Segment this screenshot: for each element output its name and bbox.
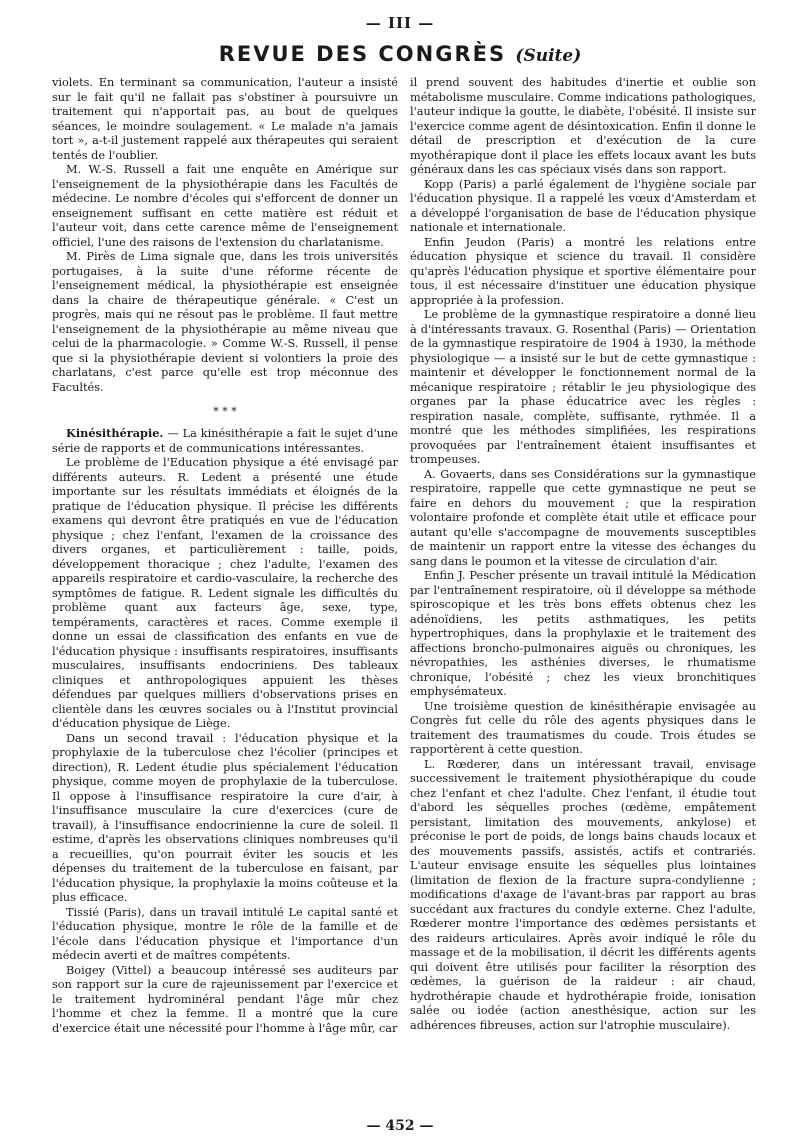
page-header (0, 42, 800, 66)
paragraph: Kopp (Paris) a parlé également de l'hygiène sociale par l'éducation physique. Il a rappelé les vœux d'Amsterdam et a développé l'organisation de base de l'éducation physique nationale et internationale. (410, 177, 756, 234)
header-subtitle: (Suite) (515, 46, 582, 66)
paragraph: Tissié (Paris), dans un travail intitulé Le capital santé et l'éducation physique, montre le rôle de la famille et de l'école dans l'éducation physique et l'importance d'un médecin averti et de maîtres compétents. (52, 905, 398, 962)
paragraph: il prend souvent des habitudes d'inertie et oublie son métabolisme musculaire. Comme indications pathologiques, l'auteur indique la goutte, le diabète, l'obésité. Il insiste sur l'exercice comme agent de désintoxication. Enfin il donne le détail de prescription et d'exécution de la cure myothérapique dont il place les effets locaux avant les buts généraux dans les cas spéciaux visés dans son rapport. (410, 76, 756, 176)
header-title: REVUE DES CONGRÈS (218, 42, 507, 66)
paragraph: Enfin J. Pescher présente un travail intitulé la Médication par l'entraînement respiratoire, où il développe sa méthode spiroscopique et les très bons effets obtenus chez les adénoïdiens, les petits asthmatiques, les petits hypertrophiques, dans la prophylaxie et le traitement des affections broncho-pulmonaires aiguës ou chroniques, les névropathies, les asthénies diverses, le rhumatisme chronique, l'obésité ; chez les vieux bronchitiques emphysémateux. (410, 569, 756, 698)
paragraph: violets. En terminant sa communication, l'auteur a insisté sur le fait qu'il ne fallait pas s'obstiner à poursuivre un traitement qui n'apportait pas, au bout de quelques séances, le moindre soulagement. « Le malade n'a jamais tort », a-t-il justement rappelé aux thérapeutes qui seraient tentés de l'oublier. (52, 76, 398, 162)
section-separator: * * * (213, 405, 237, 418)
paragraph: Boigey (Vittel) a beaucoup intéressé ses auditeurs par son rapport sur la cure de rajeunissement par l'exercice et le traitement hydrominéral pendant l'âge mûr chez l'homme et chez la femme. Il a montré que la cure d'exercice était une nécessité pour l'homme à l'âge mûr, car (52, 963, 398, 1035)
paragraph: Le problème de la gymnastique respiratoire a donné lieu à d'intéressants travaux. G. Rosenthal (Paris) — Orientation de la gymnastique respiratoire de 1904 à 1930, la méthode physiologique — a insisté sur le but de cette gymnastique : maintenir et développer le fonctionnement normal de la mécanique respiratoire ; rétablir le jeu physiologique des organes par la phase éducatrice avec les règles : respiration nasale, complète, suffisante, rythmée. Il a montré que les méthodes simplifiées, les respirations provoquées par l'entraînement étaient insuffisantes et trompeuses. (410, 308, 756, 466)
paragraph: Dans un second travail : l'éducation physique et la prophylaxie de la tuberculose chez l'écolier (principes et direction), R. Ledent étudie plus spécialement l'éducation physique, comme moyen de prophylaxie de la tuberculose. Il oppose à l'insuffisance respiratoire la cure d'air, à l'insuffisance musculaire la cure d'exercices (cure de travail), à l'insuffisance endocrinienne la cure de soleil. Il estime, d'après les observations cliniques nombreuses qu'il a recueillies, qu'on pourrait éviter les soucis et les dépenses du traitement de la tuberculose en faisant, par l'éducation physique, la prophylaxie la moins coûteuse et la plus efficace. (52, 731, 398, 904)
paragraph: Enfin Jeudon (Paris) a montré les relations entre éducation physique et science du travail. Il considère qu'après l'éducation physique et sportive élémentaire pour tous, il est nécessaire d'instituer une éducation physique appropriée à la profession. (410, 235, 756, 307)
paragraph: M. W.-S. Russell a fait une enquête en Amérique sur l'enseignement de la physiothérapie dans les Facultés de médecine. Le nombre d'écoles qui s'efforcent de donner un enseignement suffisant en cette matière est réduit et l'auteur voit, dans cette carence même de l'enseignement officiel, l'une des raisons de l'extension du charlatanisme. (52, 163, 398, 249)
page-number-roman: — III — (365, 14, 435, 32)
section-heading-paragraph: Kinésithérapie. — La kinésithérapie a fait le sujet d'une série de rapports et de communications intéressantes. (52, 426, 398, 455)
paragraph: Le problème de l'Education physique a été envisagé par différents auteurs. R. Ledent a présenté une étude importante sur les résultats immédiats et éloignés de la pratique de l'éducation physique. Il précise les différents examens qui devront être pratiqués en vue de l'éducation physique ; chez l'enfant, l'examen de la croissance des divers organes, et particulièrement : taille, poids, développement thoracique ; chez l'adulte, l'examen des appareils respiratoire et cardio-vasculaire, la recherche des symptômes de fatigue. R. Ledent signale les difficultés du problème quant aux facteurs âge, sexe, type, tempéraments, caractères et races. Comme exemple il donne un essai de classification des enfants en vue de l'éducation physique : insuffisants respiratoires, insuffisants musculaires, insuffisants endocriniens. Des tableaux cliniques et anthropologiques appuient les thèses défendues par quelques milliers d'observations prises en clientèle dans les œuvres sociales ou à l'Institut provincial d'éducation physique de Liège. (52, 456, 398, 730)
paragraph: M. Pirès de Lima signale que, dans les trois universités portugaises, à la suite d'une réforme récente de l'enseignement médical, la physiothérapie est enseignée dans la chaire de thérapeutique générale. « C'est un progrès, mais qui ne résout pas le problème. Il faut mettre l'enseignement de la physiothérapie au même niveau que celui de la pharmacologie. » Comme W.-S. Russell, il pense que si la physiothérapie devient si volontiers la proie des charlatans, c'est parce qu'elle est trop méconnue des Facultés. (52, 250, 398, 394)
right-column (410, 76, 756, 1033)
section-heading: Kinésithérapie. (66, 426, 164, 440)
paragraph: L. Rœderer, dans un intéressant travail, envisage successivement le traitement physiothérapique du coude chez l'enfant et chez l'adulte. Chez l'enfant, il étudie tout d'abord les séquelles proches (œdème, empâtement persistant, limitation des mouvements, ankylose) et préconise le port de poids, de longs bains chauds locaux et des mouvements passifs, assistés, actifs et contrariés. L'auteur envisage ensuite les séquelles plus lointaines (limitation de flexion de la fracture supra-condylienne ; modifications d'axage de l'avant-bras par rapport au bras succédant aux fractures du condyle externe. Chez l'adulte, Rœderer montre l'importance des œdèmes persistants et des raideurs articulaires. Après avoir indiqué le rôle du massage et de la mobilisation, il décrit les différents agents qui doivent être utilisés pour faciliter la résorption des œdèmes, la guérison de la raideur : air chaud, hydrothérapie chaude et hydrothérapie froide, ionisation salée ou iodée (action anesthésique, action sur les adhérences fibreuses, action sur l'atrophie musculaire). (410, 757, 756, 1032)
paragraph: A. Govaerts, dans ses Considérations sur la gymnastique respiratoire, rappelle que cette gymnastique ne peut se faire en dehors du mouvement ; que la respiration volontaire profonde et complète était utile et efficace pour autant qu'elle s'accompagne de mouvements susceptibles de maintenir un rapport entre la vitesse des échanges du sang dans le poumon et la vitesse de circulation d'air. (410, 467, 756, 568)
paragraph: Une troisième question de kinésithérapie envisagée au Congrès fut celle du rôle des agents physiques dans le traitement des traumatismes du coude. Trois études se rapportèrent à cette question. (410, 699, 756, 756)
left-column (52, 76, 398, 1036)
page-number-footer: — 452 — (366, 1118, 434, 1134)
